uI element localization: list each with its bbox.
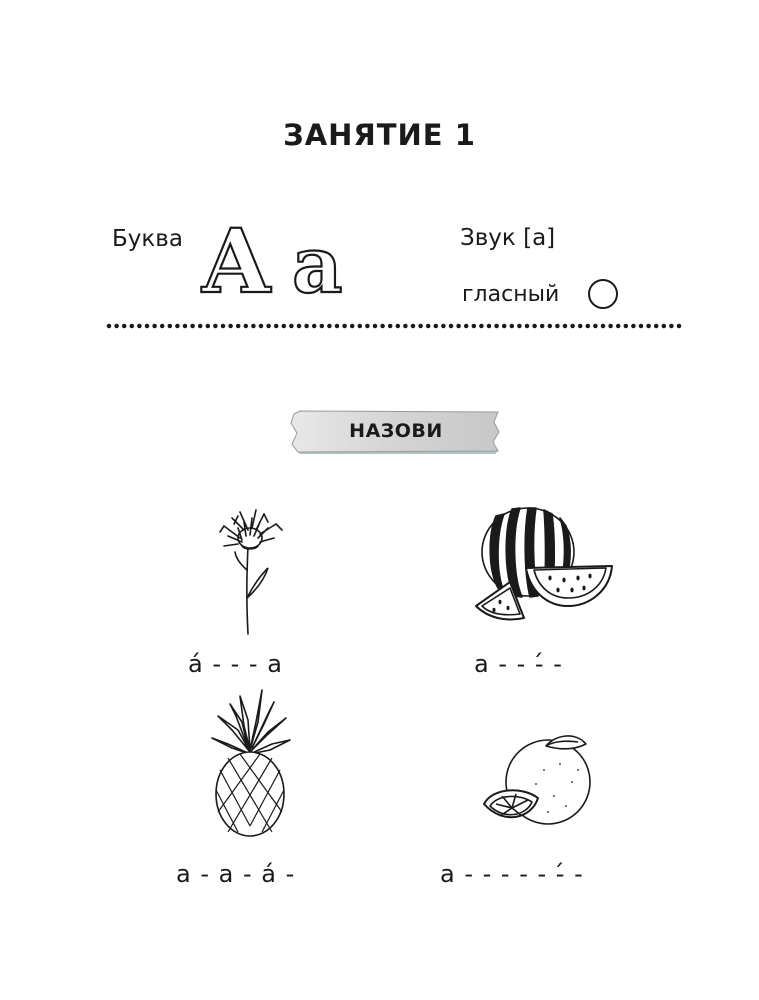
word-pattern-cornflower: а́ - - - а bbox=[188, 650, 283, 678]
section-tag: НАЗОВИ bbox=[349, 420, 443, 442]
outlined-letters bbox=[200, 214, 360, 304]
vowel-marker-circle[interactable] bbox=[588, 279, 618, 309]
sound-label: Звук [а] bbox=[460, 225, 556, 251]
letter-lowercase: a bbox=[292, 220, 343, 304]
vowel-label: гласный bbox=[462, 282, 560, 307]
lesson-title: ЗАНЯТИЕ 1 bbox=[283, 118, 476, 152]
orange-icon bbox=[482, 726, 592, 830]
word-pattern-pineapple: а - а - а́ - bbox=[176, 860, 296, 888]
watermelon-icon bbox=[470, 500, 616, 624]
pineapple-icon bbox=[210, 686, 292, 838]
cornflower-icon bbox=[212, 500, 294, 638]
dotted-divider bbox=[106, 321, 682, 331]
word-pattern-orange: а - - - - - -́ - bbox=[440, 860, 584, 888]
letter-uppercase: A bbox=[202, 214, 271, 304]
letter-label: Буква bbox=[112, 226, 183, 252]
word-pattern-watermelon: а - - -́ - bbox=[474, 650, 563, 678]
